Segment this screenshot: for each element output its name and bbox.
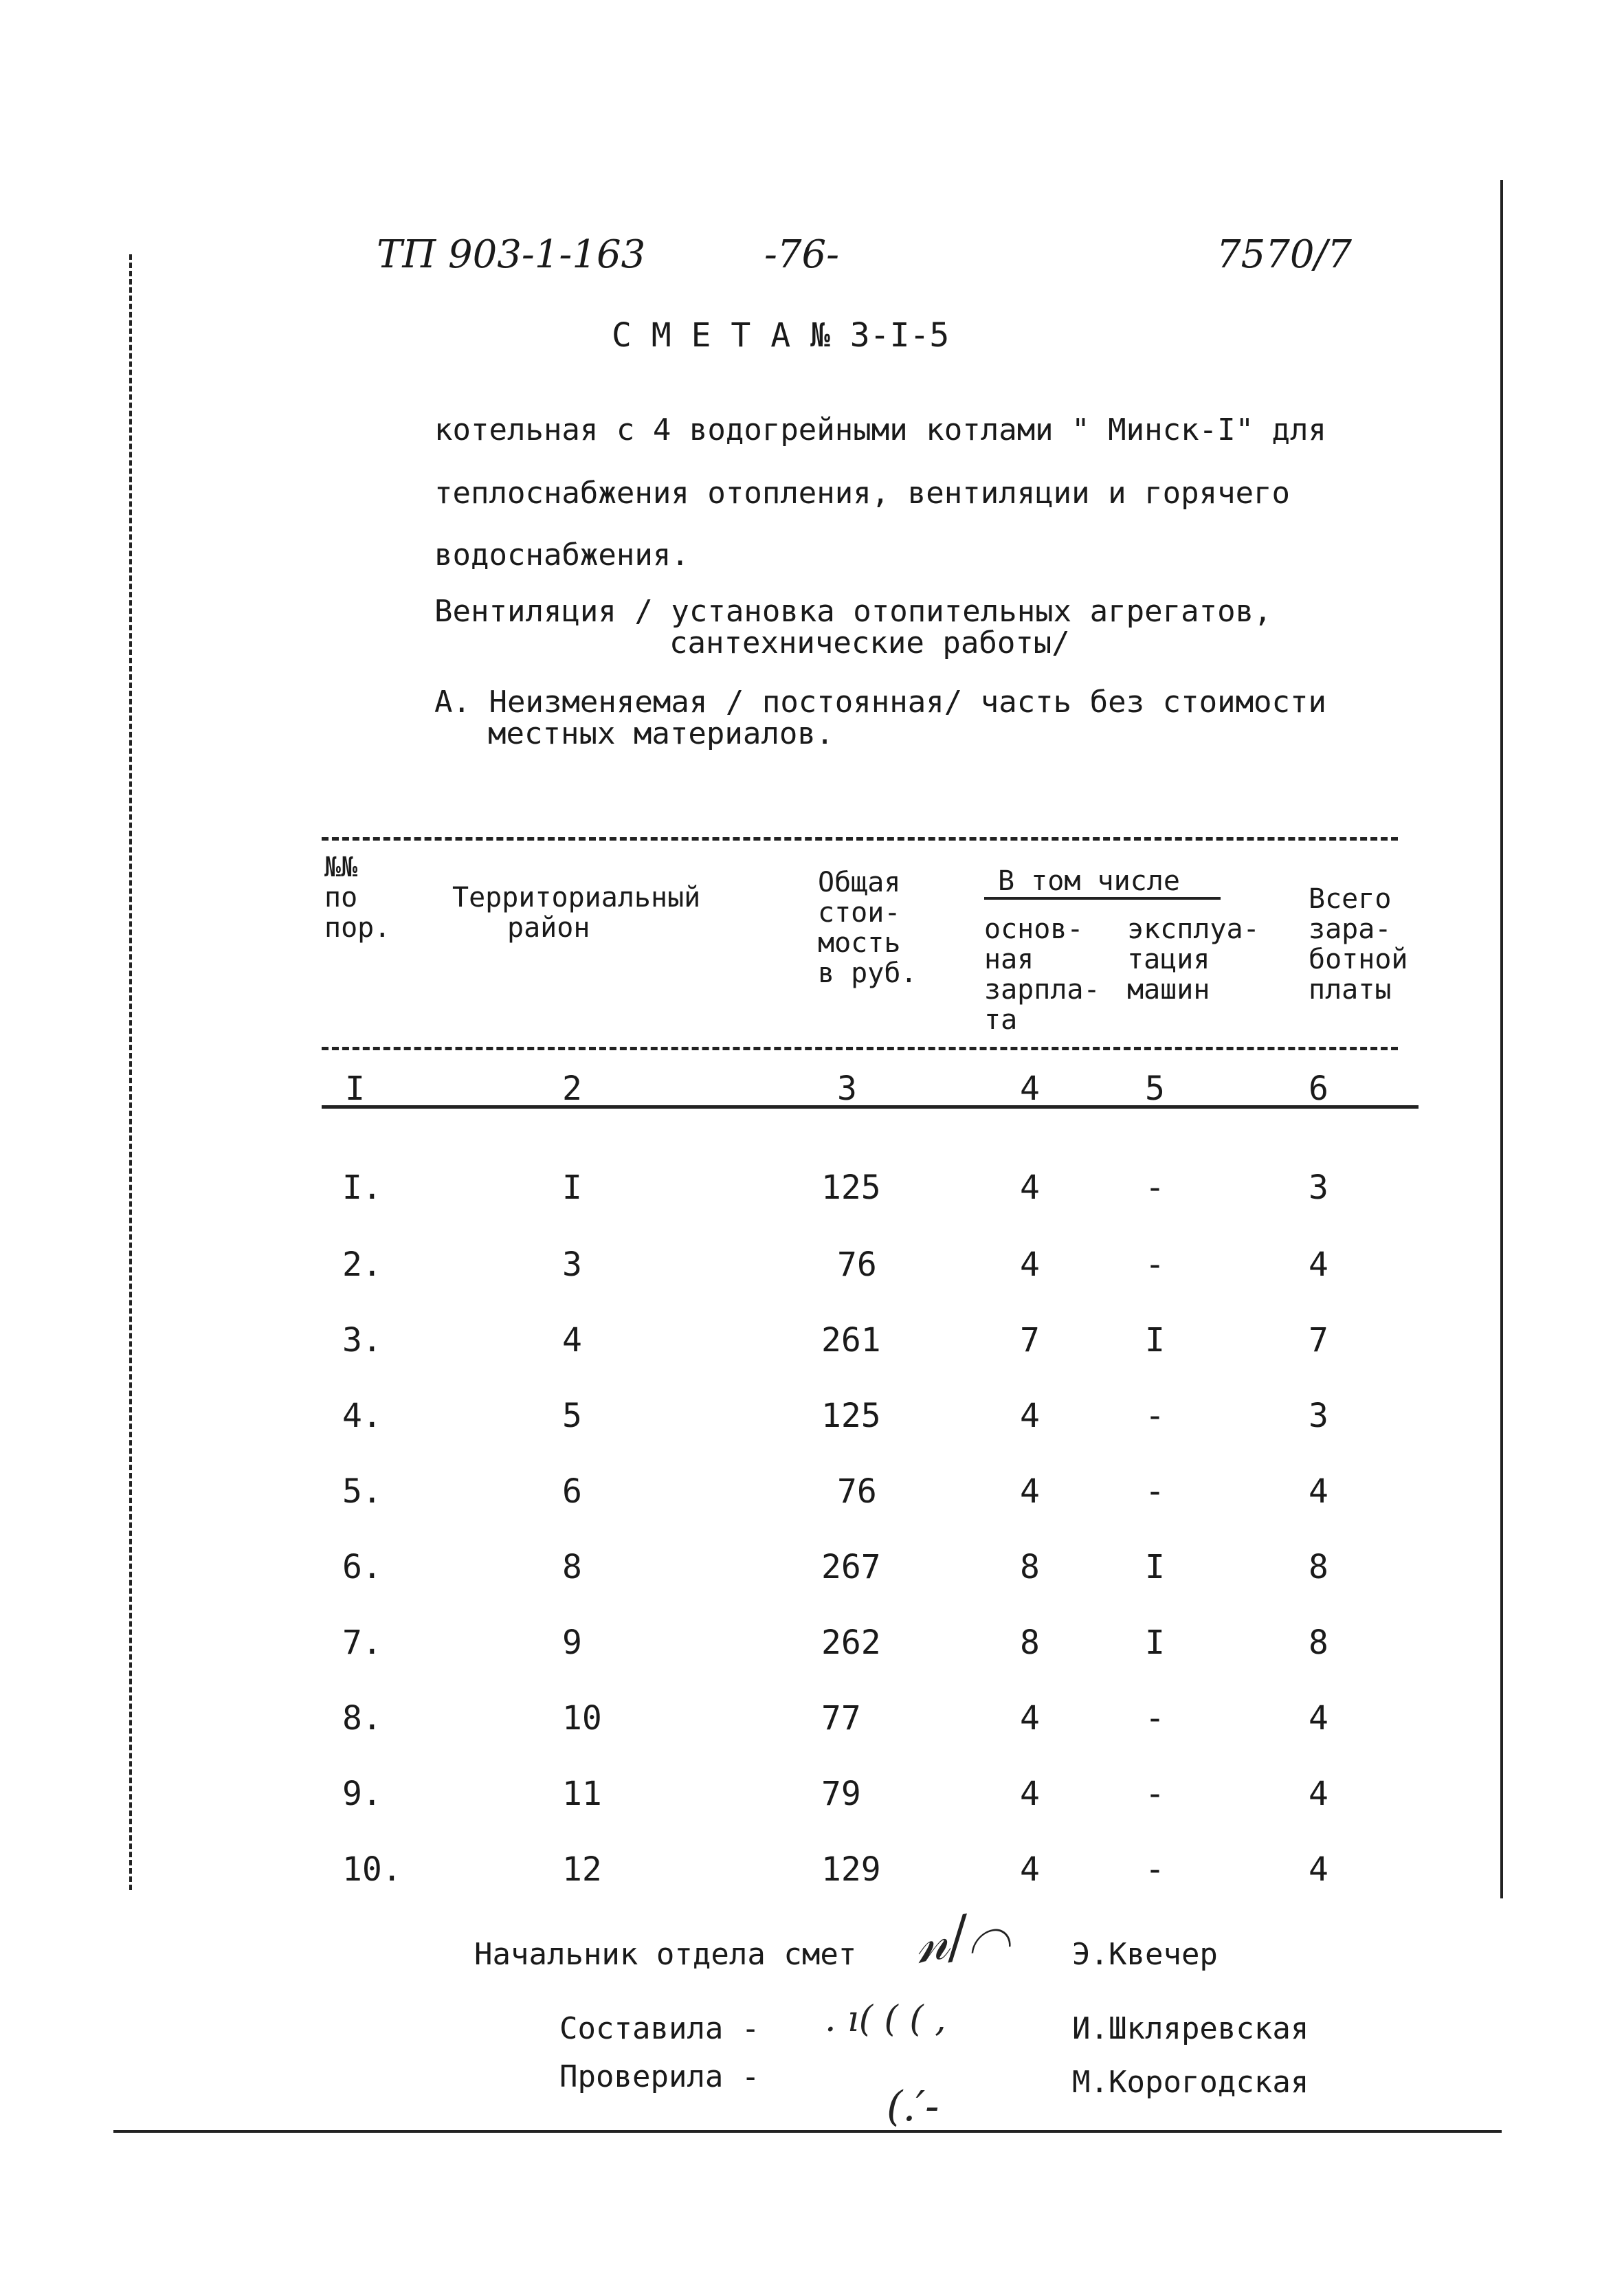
head-name: Э.Квечер [1072,1937,1218,1972]
cell-total: 262 [821,1623,881,1662]
cell-all-wages: 4 [1309,1245,1328,1284]
cell-wages: 8 [1020,1548,1040,1586]
cell-all-wages: 4 [1309,1850,1328,1889]
cell-total: 76 [837,1245,877,1284]
cell-wages: 7 [1020,1321,1040,1360]
col-number: 2 [562,1069,582,1108]
cell-index: I. [342,1168,382,1207]
left-margin-line [129,254,132,1890]
cell-index: 10. [342,1850,402,1889]
col-number: 5 [1145,1069,1165,1108]
cell-total: 267 [821,1548,881,1586]
group-underline [984,897,1221,900]
header-col3: Общая стои- мость в руб. [818,867,917,989]
col-number: 6 [1309,1069,1328,1108]
cell-total: 261 [821,1321,881,1360]
cell-machines: I [1145,1548,1165,1586]
cell-wages: 4 [1020,1850,1040,1889]
header-group-label: В том числе [998,865,1180,897]
cell-machines: - [1145,1472,1165,1511]
cell-all-wages: 8 [1309,1623,1328,1662]
head-label: Начальник отдела смет [474,1937,857,1972]
cell-region: 11 [562,1775,602,1813]
cell-wages: 4 [1020,1699,1040,1738]
cell-region: 12 [562,1850,602,1889]
cell-machines: I [1145,1321,1165,1360]
cell-index: 9. [342,1775,382,1813]
bottom-rule [113,2130,1502,2133]
cell-total: 125 [821,1168,881,1207]
checked-signature: (.′- [887,2083,939,2131]
intro-line-2: теплоснабжения отопления, вентиляции и горячего [434,476,1291,511]
cell-all-wages: 3 [1309,1397,1328,1435]
cell-wages: 4 [1020,1397,1040,1435]
cell-all-wages: 4 [1309,1775,1328,1813]
cell-all-wages: 3 [1309,1168,1328,1207]
cell-machines: - [1145,1699,1165,1738]
cell-machines: - [1145,1775,1165,1813]
cell-total: 129 [821,1850,881,1889]
cell-region: I [562,1168,582,1207]
cell-index: 6. [342,1548,382,1586]
cell-wages: 4 [1020,1245,1040,1284]
right-margin-line [1500,180,1503,1898]
cell-index: 4. [342,1397,382,1435]
cell-index: 7. [342,1623,382,1662]
cell-total: 79 [821,1775,861,1813]
cell-all-wages: 4 [1309,1472,1328,1511]
cell-machines: - [1145,1850,1165,1889]
doc-number: 7570/7 [1216,232,1353,277]
cell-all-wages: 8 [1309,1548,1328,1586]
doc-title: С М Е Т А № 3-I-5 [612,316,950,355]
col-number: I [345,1069,365,1108]
checked-name: М.Корогодская [1072,2065,1309,2100]
header-col6: Всего зара- ботной платы [1309,883,1408,1006]
cell-all-wages: 7 [1309,1321,1328,1360]
subsection-line-2: местных материалов. [488,716,834,751]
col-number: 4 [1020,1069,1040,1108]
header-col5: эксплуа- тация машин [1127,913,1260,1006]
section-line-1: Вентиляция / установка отопительных агрегатов, [434,594,1272,629]
cell-machines: - [1145,1397,1165,1435]
cell-wages: 4 [1020,1472,1040,1511]
checked-label: Проверила - [559,2059,760,2094]
doc-code: ТП 903-1-163 [377,232,646,277]
cell-all-wages: 4 [1309,1699,1328,1738]
cell-total: 76 [837,1472,877,1511]
page-number: -76- [764,232,840,277]
cell-wages: 4 [1020,1168,1040,1207]
compiled-signature: . ı( ( ( , [825,1999,946,2040]
section-line-2: сантехнические работы/ [669,625,1070,661]
cell-region: 5 [562,1397,582,1435]
cell-machines: - [1145,1245,1165,1284]
cell-index: 2. [342,1245,382,1284]
compiled-name: И.Шкляревская [1072,2011,1309,2046]
intro-line-1: котельная с 4 водогрейными котлами " Минск-I" для [434,412,1327,447]
header-col4: основ- ная зарпла- та [984,913,1100,1036]
compiled-label: Составила - [559,2011,760,2046]
col-number: 3 [837,1069,857,1108]
header-col2: Территориальный район [452,882,701,944]
cell-region: 10 [562,1699,602,1738]
table-header-rule [322,1047,1398,1050]
cell-region: 4 [562,1321,582,1360]
cell-region: 6 [562,1472,582,1511]
cell-total: 125 [821,1397,881,1435]
cell-machines: - [1145,1168,1165,1207]
cell-index: 8. [342,1699,382,1738]
cell-machines: I [1145,1623,1165,1662]
cell-region: 3 [562,1245,582,1284]
table-top-rule [322,837,1398,841]
cell-index: 5. [342,1472,382,1511]
cell-region: 9 [562,1623,582,1662]
intro-line-3: водоснабжения. [434,537,689,573]
cell-wages: 8 [1020,1623,1040,1662]
cell-total: 77 [821,1699,861,1738]
subsection-line-1: А. Неизменяемая / постоянная/ часть без стоимости [434,685,1327,720]
table-numbers-rule [322,1105,1419,1109]
header-col1: №№ по пор. [324,852,391,944]
cell-index: 3. [342,1321,382,1360]
head-signature: 𝓃/⌒ [909,1896,1015,1976]
cell-region: 8 [562,1548,582,1586]
cell-wages: 4 [1020,1775,1040,1813]
